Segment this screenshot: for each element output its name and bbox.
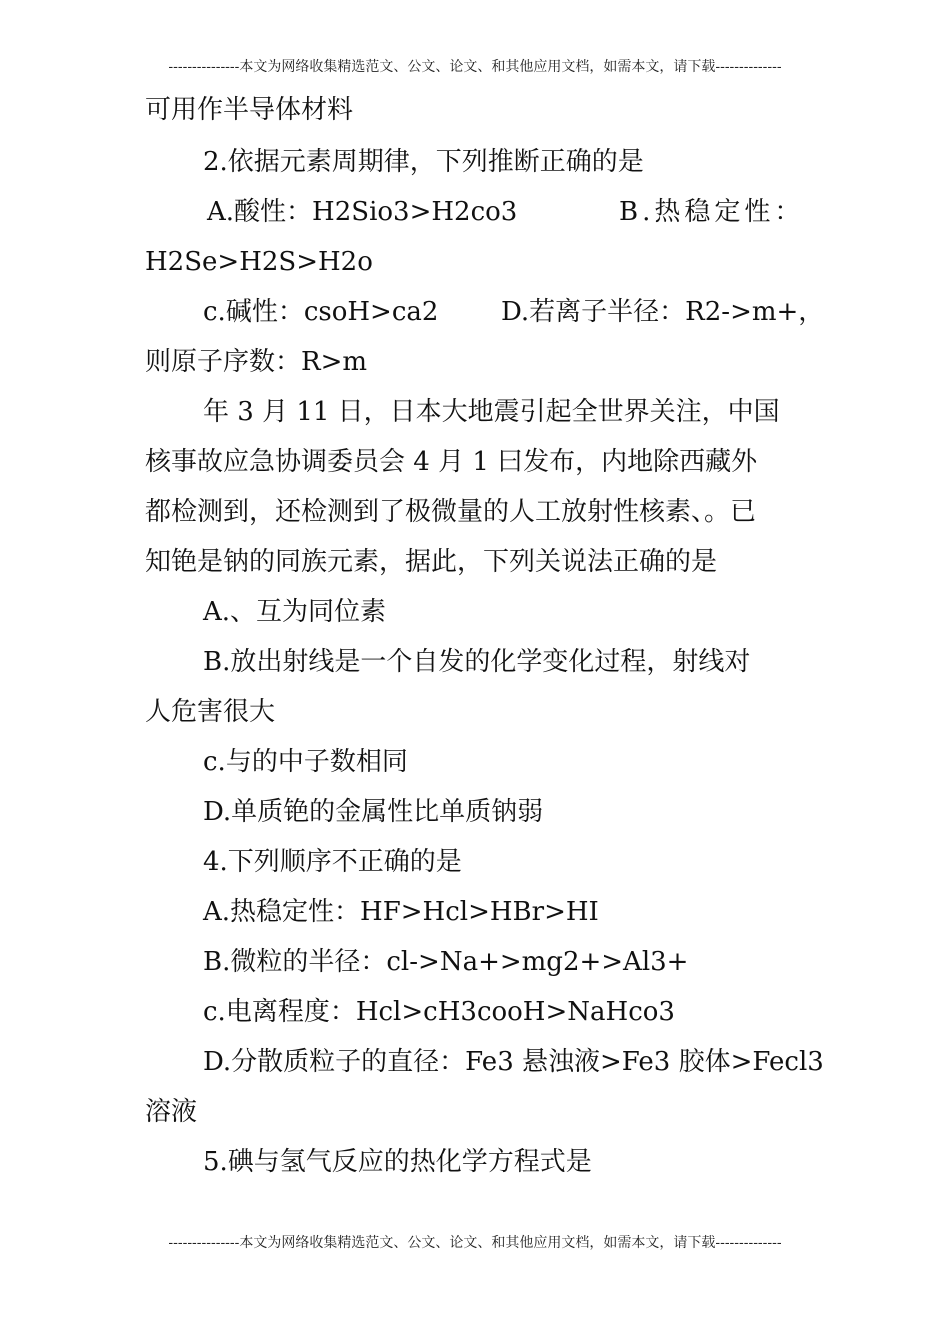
- question-4: 4.下列顺序不正确的是: [203, 847, 462, 877]
- question-3-line-2: 核事故应急协调委员会 4 月 1 曰发布，内地除西藏外: [145, 447, 758, 477]
- question-2-option-d: D.若离子半径：R2->m+，: [501, 297, 825, 327]
- question-3-option-d: D.单质铯的金属性比单质钠弱: [203, 797, 544, 827]
- question-4-option-a: A.热稳定性：HF>Hcl>HBr>HI: [203, 897, 599, 927]
- question-3-line-1: 年 3 月 11 日，日本大地震引起全世界关注，中国: [203, 397, 780, 427]
- question-5: 5.碘与氢气反应的热化学方程式是: [203, 1147, 592, 1177]
- footer-banner: ---------------本文为网络收集精选范文、公文、论文、和其他应用文档，如需本文，请下载--------------: [168, 1235, 782, 1251]
- question-3-option-b-cont: 人危害很大: [145, 697, 276, 727]
- question-3-option-c: c.与的中子数相同: [203, 747, 408, 777]
- question-2-option-b-cont: H2Se>H2S>H2o: [145, 247, 373, 277]
- question-2-option-c: c.碱性：csoH>ca2: [203, 297, 439, 327]
- question-3-line-4: 知铯是钠的同族元素，据此，下列关说法正确的是: [145, 547, 718, 577]
- question-3-option-a: A.、互为同位素: [203, 597, 387, 627]
- question-4-option-c: c.电离程度：Hcl>cH3cooH>NaHco3: [203, 997, 675, 1027]
- question-4-option-d-cont: 溶液: [145, 1097, 198, 1127]
- question-3-option-b: B.放出射线是一个自发的化学变化过程，射线对: [203, 647, 751, 677]
- text-line: 可用作半导体材料: [145, 95, 354, 125]
- question-2-option-d-cont: 则原子序数：R>m: [145, 347, 368, 377]
- header-banner: ---------------本文为网络收集精选范文、公文、论文、和其他应用文档，如需本文，请下载--------------: [168, 59, 782, 75]
- question-4-option-d: D.分散质粒子的直径：Fe3 悬浊液>Fe3 胶体>Fecl3: [203, 1047, 824, 1077]
- question-3-line-3: 都检测到，还检测到了极微量的人工放射性核素、。已: [145, 497, 757, 527]
- question-4-option-b: B.微粒的半径：cl->Na+>mg2+>Al3+: [203, 947, 689, 977]
- question-2: 2.依据元素周期律，下列推断正确的是: [203, 147, 644, 177]
- question-2-option-a: A.酸性：H2Sio3>H2co3: [207, 197, 518, 227]
- question-2-option-b: B.热稳定性：: [619, 197, 805, 227]
